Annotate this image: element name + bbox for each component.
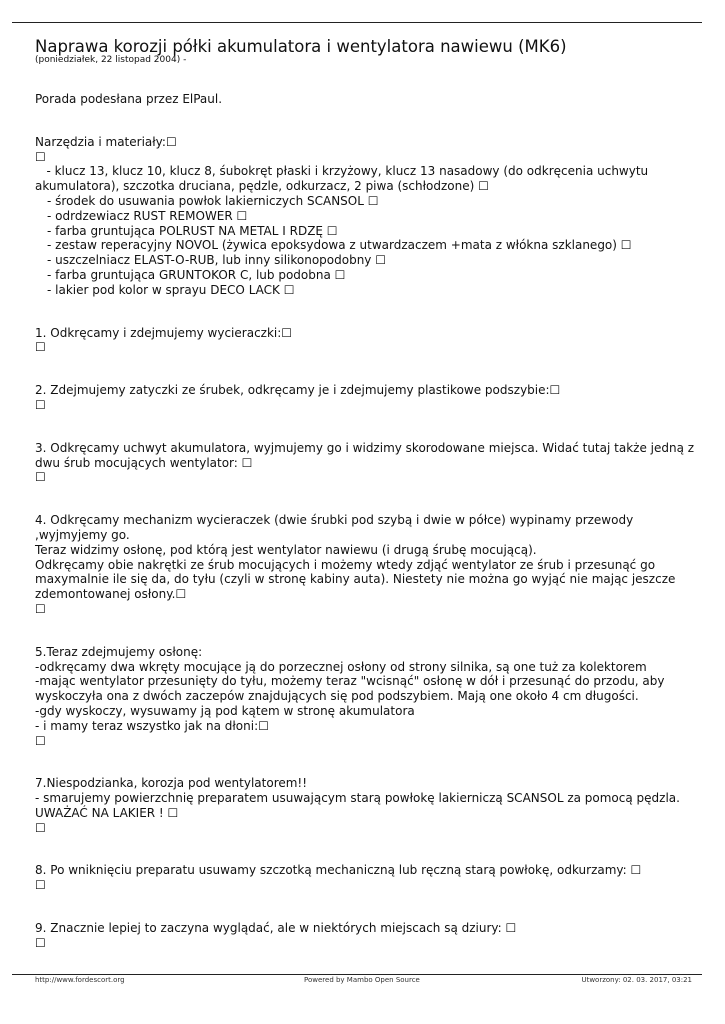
article-line: Narzędzia i materiały:☐ xyxy=(35,134,177,149)
footer-created-date: Utworzony: 02. 03. 2017, 03:21 xyxy=(581,976,692,984)
article-line: - farba gruntująca POLRUST NA METAL I RDZĘ ☐ xyxy=(47,223,338,238)
article-section xyxy=(35,440,698,485)
top-rule xyxy=(12,22,702,23)
article-line: - zestaw reperacyjny NOVOL (żywica epoksydowa z utwardzaczem +mata z włókna szklanego) ☐ xyxy=(47,238,632,253)
article-line: -gdy wyskoczy, wysuwamy ją pod kątem w stronę akumulatora xyxy=(35,703,415,718)
article-line: -mając wentylator przesunięty do tyłu, możemy teraz "wcisnąć" osłonę w dół i przesunąć do przodu, aby wyskoczyła ona z dwóch zaczepów znajdujących się pod podszybiem. Mają one około 4 cm długości. xyxy=(35,674,669,704)
article-section xyxy=(35,326,695,356)
article-line: 3. Odkręcamy uchwyt akumulatora, wyjmujemy go i widzimy skorodowane miejsca. Widać tutaj także jedną z dwu śrub mocujących wentylator: ☐ xyxy=(35,440,698,470)
article-line: - uszczelniacz ELAST-O-RUB, lub inny silikonopodobny ☐ xyxy=(47,253,386,268)
article-line: 9. Znacznie lepiej to zaczyna wyglądać, ale w niektórych miejscach są dziury: ☐ xyxy=(35,921,517,936)
article-line: Porada podesłana przez ElPaul. xyxy=(35,92,223,106)
article-line: ☐ xyxy=(35,397,46,412)
article-line: ☐ xyxy=(35,149,46,164)
article-line: 2. Zdejmujemy zatyczki ze śrubek, odkręcamy je i zdejmujemy plastikowe podszybie:☐ xyxy=(35,383,561,398)
article-line: ☐ xyxy=(35,878,46,893)
article-line: - farba gruntująca GRUNTOKOR C, lub podobna ☐ xyxy=(47,267,346,282)
article-body xyxy=(35,92,698,951)
article-section xyxy=(35,863,695,893)
footer-url: http://www.fordescort.org xyxy=(35,976,125,984)
article-line: ☐ xyxy=(35,340,46,355)
article-section xyxy=(35,921,695,951)
article-line: - środek do usuwania powłok lakierniczych SCANSOL ☐ xyxy=(47,193,379,208)
article-line: - klucz 13, klucz 10, klucz 8, śubokręt płaski i krzyżowy, klucz 13 nasadowy (do odkręcenia uchwytu akumulatora), szczotka druciana, pędzle, odkurzacz, 2 piwa (schłodzone) ☐ xyxy=(35,164,652,194)
article-line: Teraz widzimy osłonę, pod którą jest wentylator nawiewu (i drugą śrubę mocującą). xyxy=(35,542,537,557)
article-section xyxy=(35,645,695,749)
article-line: Odkręcamy obie nakrętki ze śrub mocujących i możemy wtedy zdjąć wentylator ze śrub i przesunąć go maxymalnie ile się da, do tyłu (czyli w stronę kabiny auta). Niestety nie można go wyjąć nie mając jeszcze zdemontowanej osłony.☐ xyxy=(35,557,680,602)
bottom-rule xyxy=(12,974,702,975)
article-line: ☐ xyxy=(35,820,46,835)
article-line: 5.Teraz zdejmujemy osłonę: xyxy=(35,644,203,659)
article-line: 7.Niespodzianka, korozja pod wentylatorem!! xyxy=(35,776,308,791)
article-line: 8. Po wniknięciu preparatu usuwamy szczotką mechaniczną lub ręczną starą powłokę, odkurzamy: ☐ xyxy=(35,863,642,878)
article-section xyxy=(35,776,695,835)
article-line: - smarujemy powierzchnię preparatem usuwającym starą powłokę lakierniczą SCANSOL za pomocą pędzla. UWAŻAĆ NA LAKIER ! ☐ xyxy=(35,791,684,820)
article-section xyxy=(35,513,695,617)
article-line: ☐ xyxy=(35,733,46,748)
article-line: ☐ xyxy=(35,601,46,616)
article-line: ☐ xyxy=(35,470,46,485)
article-section xyxy=(35,383,695,413)
article-line: - i mamy teraz wszystko jak na dłoni:☐ xyxy=(35,718,269,733)
article-section xyxy=(35,135,695,298)
article-line: 4. Odkręcamy mechanizm wycieraczek (dwie śrubki pod szybą i dwie w półce) wypinamy przewody ,wyjmyjemy go. xyxy=(35,513,638,542)
article-section xyxy=(35,92,695,107)
publish-date: (poniedziałek, 22 listopad 2004) - xyxy=(35,55,187,65)
article-line: - odrdzewiacz RUST REMOWER ☐ xyxy=(47,208,248,223)
article-line: ☐ xyxy=(35,935,46,950)
article-line: - lakier pod kolor w sprayu DECO LACK ☐ xyxy=(47,282,295,297)
footer-powered-by: Powered by Mambo Open Source xyxy=(304,976,420,984)
article-line: -odkręcamy dwa wkręty mocujące ją do porzecznej osłony od strony silnika, są one tuż za kolektorem xyxy=(35,659,647,674)
page-title: Naprawa korozji półki akumulatora i wentylatora nawiewu (MK6) xyxy=(35,37,567,56)
article-line: 1. Odkręcamy i zdejmujemy wycieraczki:☐ xyxy=(35,325,293,340)
